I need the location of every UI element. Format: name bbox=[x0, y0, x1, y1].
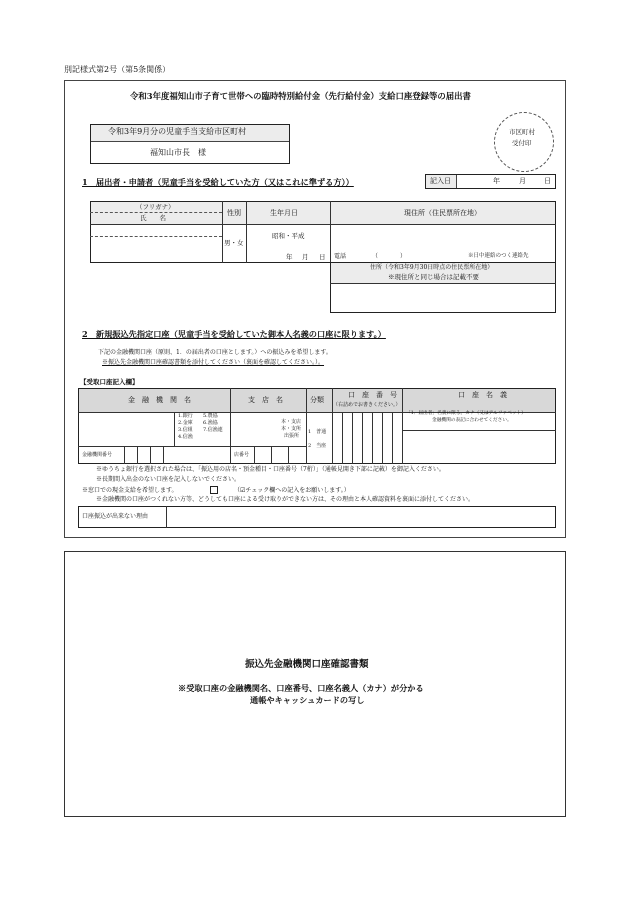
account-table-title: 【受取口座記入欄】 bbox=[80, 378, 139, 386]
stamp-label-reception: 受付印 bbox=[512, 139, 532, 147]
branch-type-shuchosho: 出張所 bbox=[284, 433, 300, 439]
branch-name-field[interactable] bbox=[231, 413, 281, 445]
bank-type-bank: 1.銀行 bbox=[178, 413, 193, 419]
account-type-checking[interactable]: 2 当座 bbox=[308, 443, 327, 449]
bank-name-field[interactable] bbox=[79, 413, 173, 445]
birth-month: 月 bbox=[302, 253, 309, 261]
col-account-type: 分類 bbox=[310, 396, 324, 404]
branch-type-honshisho: 本・支所 bbox=[281, 426, 302, 432]
era-options[interactable]: 昭和・平成 bbox=[272, 232, 305, 240]
bank-code-label: 金融機関番号 bbox=[82, 452, 113, 458]
holder-note-1: 「1．届出者」名義に限る。カナ（又はアルファベット） bbox=[406, 411, 526, 416]
col-branch-name: 支 店 名 bbox=[248, 396, 283, 404]
form-number: 別記様式第2号（第5条関係） bbox=[64, 65, 171, 74]
attachment-line1: ※受取口座の金融機関名、口座番号、口座名義人（カナ）が分かる bbox=[178, 683, 424, 693]
section2-heading: 2 新規振込先指定口座（児童手当を受給していた御本人名義の口座に限ります。） bbox=[82, 329, 386, 339]
bank-type-shinkin: 2.金庫 bbox=[178, 420, 193, 426]
addressee-mayor: 福知山市長 様 bbox=[150, 148, 206, 157]
col-name: 氏 名 bbox=[140, 214, 166, 222]
previous-address-label: 住所（令和3年9月30日時点の住民票所在地） bbox=[370, 264, 494, 271]
entry-date-year: 年 bbox=[493, 177, 500, 185]
col-gender: 性別 bbox=[227, 209, 241, 217]
form-title: 令和3年度福知山市子育て世帯への臨時特別給付金（先行給付金）支給口座登録等の届出書 bbox=[130, 91, 471, 101]
col-account-holder: 口 座 名 義 bbox=[458, 391, 507, 399]
stamp-label-municipality: 市区町村 bbox=[509, 128, 535, 136]
branch-code-label: 店番号 bbox=[234, 452, 250, 458]
section1-heading: 1 届出者・申請者（児童手当を受給していた方（又はこれに準ずる方）） bbox=[82, 177, 354, 187]
section2-attach-note: ※振込先金融機関口座確認書類を添付してください（裏面を確認してください。）。 bbox=[102, 359, 325, 366]
holder-note-2: 金融機関の表記に合わせてください。 bbox=[432, 418, 512, 423]
yucho-note: ※ゆうちょ銀行を選択された場合は、「振込用の店名・預金種目・口座番号（7桁）」（通帳見開き下部に記載）を御記入ください。 bbox=[96, 466, 445, 473]
bank-type-shinkumi: 3.信組 bbox=[178, 427, 193, 433]
addressee-municipality: 令和3年9月分の児童手当支給市区町村 bbox=[108, 127, 247, 136]
no-account-note: ※金融機関の口座がつくれない方等、どうしても口座による受け取りができない方は、その理由と本人確認資料を裏面に添付してください。 bbox=[96, 496, 475, 503]
current-address-field[interactable] bbox=[331, 225, 555, 251]
birth-year: 年 bbox=[286, 253, 293, 261]
col-account-number: 口 座 番 号 bbox=[348, 391, 397, 399]
bank-type-gyokyo: 6.漁協 bbox=[203, 420, 218, 426]
col-furigana: （フリガナ） bbox=[136, 203, 175, 211]
attachment-title: 振込先金融機関口座確認書類 bbox=[245, 659, 369, 670]
phone-paren-close: ） bbox=[400, 253, 407, 260]
reason-field[interactable] bbox=[167, 507, 555, 527]
col-birthdate: 生年月日 bbox=[270, 209, 298, 217]
entry-date-month: 月 bbox=[519, 177, 526, 185]
attachment-line2: 通帳やキャッシュカードの写し bbox=[250, 695, 365, 705]
col-account-number-note: （右詰めでお書きください。） bbox=[333, 402, 401, 408]
account-number-field[interactable] bbox=[333, 413, 401, 463]
phone-paren-open: （ bbox=[372, 253, 379, 260]
dormant-account-note: ※長期間入出金のない口座を記入しないでください。 bbox=[96, 476, 241, 483]
entry-date-day: 日 bbox=[544, 177, 551, 185]
bank-type-shingyo: 4.信漁 bbox=[178, 434, 193, 440]
phone-label: 電話 bbox=[334, 253, 347, 260]
cash-request-checkbox[interactable] bbox=[210, 486, 218, 494]
section2-intro: 下記の金融機関口座（原則、1．の届出者の口座とします。）への振込みを希望します。 bbox=[98, 349, 332, 356]
gender-options[interactable]: 男・女 bbox=[224, 239, 244, 247]
col-bank-name: 金 融 機 関 名 bbox=[128, 396, 191, 404]
account-holder-field[interactable] bbox=[403, 431, 555, 463]
previous-address-note: ※現住所と同じ場合は記載不要 bbox=[388, 273, 479, 281]
phone-note: ※日中連絡のつく連絡先 bbox=[468, 253, 529, 259]
cash-request-label: ※窓口での現金支給を希望します。 bbox=[82, 487, 178, 494]
name-field[interactable] bbox=[91, 237, 221, 262]
branch-type-honshiten: 本・支店 bbox=[281, 419, 302, 425]
reason-label: 口座振込が出来ない理由 bbox=[82, 513, 149, 520]
account-type-savings[interactable]: 1 普通 bbox=[308, 429, 327, 435]
furigana-field[interactable] bbox=[91, 225, 221, 235]
bank-type-nokyo: 5.農協 bbox=[203, 413, 218, 419]
cash-check-note: （☑チェック欄への記入をお願いします。） bbox=[234, 487, 350, 494]
bank-code-field[interactable] bbox=[125, 447, 173, 463]
entry-date-label: 記入日 bbox=[430, 177, 451, 185]
bank-type-shingyoren: 7.信漁連 bbox=[203, 427, 223, 433]
col-current-address: 現住所（住民票所在地） bbox=[404, 209, 481, 217]
birth-day: 日 bbox=[319, 253, 326, 261]
branch-code-field[interactable] bbox=[255, 447, 305, 463]
